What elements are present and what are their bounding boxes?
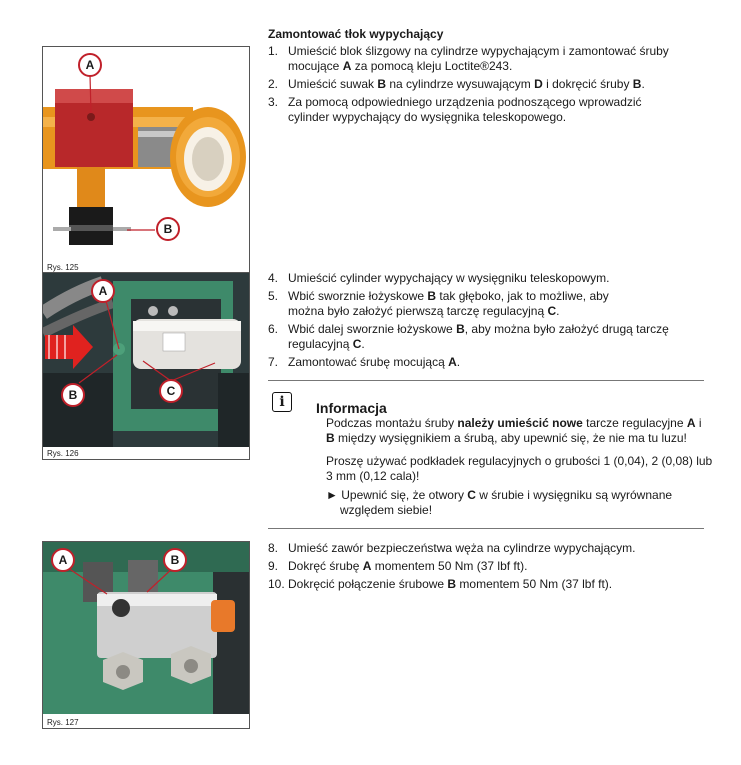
figure-125 [42,46,250,274]
step-text: Dokręć śrubę [288,559,363,573]
step-number: 4. [268,271,279,285]
step-number: 8. [268,541,279,555]
step-text: Umieść zawór bezpieczeństwa węża na cylindrze wypychającym. [288,541,636,555]
ref-letter: C [467,488,476,502]
step-10 [268,577,728,592]
info-text: 3 mm (0,12 cala)! [326,469,420,483]
step-text: na cylindrze wysuwającym [386,77,535,91]
ref-letter: A [686,416,696,430]
step-number: 5. [268,289,279,303]
step-number: 9. [268,559,279,573]
step-number: 2. [268,77,279,91]
callout-b: B [61,383,85,407]
info-text: Podczas montażu śruby [326,416,458,430]
step-number: 6. [268,322,279,336]
step-text: i dokręcić śruby [542,77,633,91]
ref-letter: B [326,431,335,445]
step-text: Za pomocą odpowiedniego urządzenia podnoszącego wprowadzić [288,95,642,109]
step-number: 10. [268,577,285,591]
callout-b: B [156,217,180,241]
figure-126 [42,272,250,460]
step-text: . [556,304,560,318]
ref-letter: B [632,77,642,91]
figure-caption: Rys. 125 [47,263,79,272]
step-text: za pomocą kleju Loctite®243. [351,59,513,73]
info-paragraph-2 [326,454,716,484]
ref-letter: A [448,355,457,369]
callout-a: A [51,548,75,572]
ref-letter: B [377,77,387,91]
ref-letter: B [447,577,457,591]
steps-list-2 [268,271,728,373]
info-bullet [326,488,716,518]
info-text: Proszę używać podkładek regulacyjnych o grubości 1 (0,04), 2 (0,08) lub [326,454,713,468]
step-text: cylinder wypychający do wysięgnika teleskopowego. [288,110,567,124]
step-number: 1. [268,44,279,58]
ref-letter: C [352,337,362,351]
step-text: . [361,337,365,351]
step-text: Wbić sworznie łożyskowe [288,289,428,303]
info-text: tarcze regulacyjne [582,416,687,430]
step-text: Umieścić cylinder wypychający w wysięgniku teleskopowym. [288,271,610,285]
figure-125-photo [43,47,249,263]
info-text: względem siebie! [340,503,433,517]
divider [268,380,704,381]
ref-letter: A [342,59,352,73]
divider [268,528,704,529]
step-text: Zamontować śrubę mocującą [288,355,449,369]
info-text: w śrubie i wysięgniku są wyrównane [475,488,673,502]
steps-list-3 [268,541,728,595]
step-5 [268,289,728,319]
step-9 [268,559,728,574]
ref-letter: C [547,304,557,318]
callout-a: A [78,53,102,77]
figure-127-photo [43,542,249,714]
figure-126-photo [43,273,249,447]
step-7 [268,355,728,370]
step-number: 3. [268,95,279,109]
callout-a: A [91,279,115,303]
info-title: Informacja [316,400,387,416]
ref-letter: B [456,322,465,336]
callout-b: B [163,548,187,572]
info-paragraph-1 [326,416,716,446]
step-text: , aby można było założyć drugą tarczę [464,322,669,336]
ref-letter: A [362,559,372,573]
bullet-arrow-icon: ► [326,488,338,502]
info-emphasis: należy umieścić nowe [457,416,583,430]
step-text: tak głęboko, jak to możliwe, aby [436,289,609,303]
step-text: Umieścić suwak [288,77,378,91]
step-4 [268,271,728,286]
step-text: mocujące [288,59,343,73]
figure-127 [42,541,250,729]
step-1 [268,44,728,74]
callout-c: C [159,379,183,403]
step-text: . [456,355,461,369]
step-text: . [641,77,645,91]
step-6 [268,322,728,352]
step-text: momentem 50 Nm (37 lbf ft). [456,577,613,591]
step-number: 7. [268,355,279,369]
section-title: Zamontować tłok wypychający [268,27,444,41]
info-text: Upewnić się, że otwory [341,488,468,502]
info-text: i [695,416,702,430]
info-icon: i [272,392,292,412]
step-text: Wbić dalej sworznie łożyskowe [288,322,457,336]
step-text: można było założyć pierwszą tarczę regulacyjną [288,304,548,318]
step-text: momentem 50 Nm (37 lbf ft). [371,559,528,573]
ref-letter: D [534,77,543,91]
figure-caption: Rys. 127 [47,718,79,727]
figure-caption: Rys. 126 [47,449,79,458]
step-2 [268,77,728,92]
step-text: Dokręcić połączenie śrubowe [288,577,448,591]
steps-list-1 [268,44,728,128]
step-3 [268,95,728,125]
step-8 [268,541,728,556]
info-text: między wysięgnikiem a śrubą, aby upewnić się, że nie ma tu luzu! [334,431,687,445]
step-text: Umieścić blok ślizgowy na cylindrze wypychającym i zamontować śruby [288,44,669,58]
step-text: regulacyjną [288,337,353,351]
ref-letter: B [427,289,437,303]
